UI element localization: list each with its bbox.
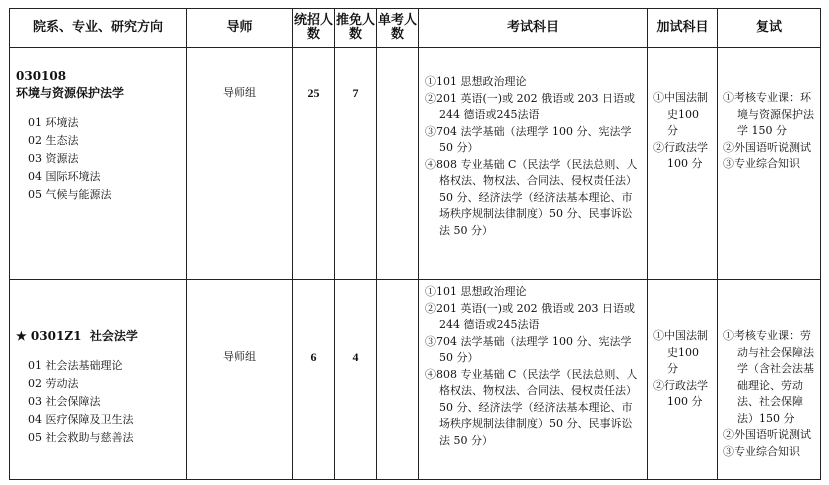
direction-list (16, 114, 180, 204)
single-exam-cell (377, 48, 419, 280)
exam-subjects-cell (419, 48, 648, 280)
recommended-cell (335, 48, 377, 280)
direction-list (16, 357, 180, 447)
list-item: ③专业综合知识 (723, 444, 800, 458)
unified-cell (293, 280, 335, 480)
list-item: ②行政法学100 分 (653, 140, 708, 170)
header-direction: 院系、专业、研究方向 (10, 9, 187, 48)
major-code: ★ 0301Z1 (16, 329, 82, 343)
header-recommended: 推免人数 (335, 9, 377, 48)
list-item: 03 资源法 (28, 152, 79, 165)
list-item: 03 社会保障法 (28, 394, 101, 408)
list-item: ②201 英语(一)或 202 俄语或 203 日语或 244 德语或245法语 (425, 301, 636, 331)
header-single-exam: 单考人数 (377, 9, 419, 48)
single-exam-cell (377, 280, 419, 480)
major-name: 社会法学 (89, 329, 138, 343)
major-code: 030108 (16, 69, 67, 83)
list-item: ②外国语听说测试 (723, 140, 811, 154)
list-item: ①考核专业课：劳动与社会保障法学（含社会法基础理论、劳动法、社会保障法）150 分 (723, 329, 814, 425)
list-item: 01 环境法 (28, 116, 79, 129)
list-item: ②201 英语(一)或 202 俄语或 203 日语或 244 德语或245法语 (425, 91, 636, 121)
list-item: ③专业综合知识 (723, 157, 800, 170)
list-item: 05 社会救助与慈善法 (28, 430, 134, 444)
advisor-cell (187, 48, 293, 280)
list-item: ④808 专业基础 C（民法学（民法总则、人格权法、物权法、合同法、侵权责任法）50 分、经济法学（经济法基本理论、市场秩序规制法律制度）50 分、民事诉讼法 50 分） (425, 367, 638, 447)
list-item: 01 社会法基础理论 (28, 358, 123, 372)
admissions-table (9, 8, 821, 480)
header-additional: 加试科目 (648, 9, 718, 48)
unified-value: 6 (310, 350, 317, 364)
list-item: ①考核专业课：环境与资源保护法学 150 分 (723, 91, 814, 137)
list-item: 04 国际环境法 (28, 170, 101, 183)
unified-value: 25 (307, 86, 320, 100)
advisor-value: 导师组 (223, 86, 256, 99)
list-item: ①101 思想政治理论 (425, 75, 527, 88)
major-name: 环境与资源保护法学 (16, 85, 125, 100)
recommended-value: 7 (352, 86, 359, 100)
direction-cell (10, 280, 187, 480)
list-item: ④808 专业基础 C（民法学（民法总则、人格权法、物权法、合同法、侵权责任法）50 分、经济法学（经济法基本理论、市场秩序规制法律制度）50 分、民事诉讼法 50 分） (425, 157, 638, 237)
additional-cell (648, 280, 718, 480)
header-row (10, 9, 821, 48)
list-item: ②外国语听说测试 (723, 428, 811, 441)
header-advisor: 导师 (187, 9, 293, 48)
advisor-value: 导师组 (223, 350, 256, 363)
list-item: 05 气候与能源法 (28, 188, 112, 201)
unified-cell (293, 48, 335, 280)
recommended-value: 4 (352, 350, 359, 364)
list-item: ①101 思想政治理论 (425, 285, 527, 298)
list-item: 04 医疗保障及卫生法 (28, 412, 134, 426)
retest-cell (718, 280, 821, 480)
additional-cell (648, 48, 718, 280)
advisor-cell (187, 280, 293, 480)
list-item: ①中国法制史100 分 (653, 329, 708, 375)
recommended-cell (335, 280, 377, 480)
list-item: ②行政法学100 分 (653, 378, 708, 408)
table-row (10, 48, 821, 280)
direction-cell (10, 48, 187, 280)
list-item: 02 生态法 (28, 134, 79, 147)
retest-cell (718, 48, 821, 280)
exam-subjects-cell (419, 280, 648, 480)
header-unified: 统招人数 (293, 9, 335, 48)
header-retest: 复试 (718, 9, 821, 48)
table-row (10, 280, 821, 480)
list-item: ③704 法学基础（法理学 100 分、宪法学 50 分） (425, 124, 632, 154)
list-item: 02 劳动法 (28, 376, 79, 390)
list-item: ①中国法制史100 分 (653, 91, 708, 137)
list-item: ③704 法学基础（法理学 100 分、宪法学 50 分） (425, 334, 632, 364)
header-exam-subjects: 考试科目 (419, 9, 648, 48)
